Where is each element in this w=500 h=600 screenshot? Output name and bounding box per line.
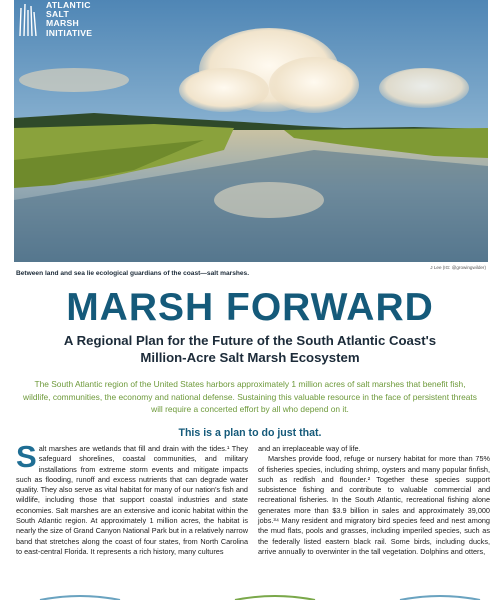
subtitle-line-2: Million-Acre Salt Marsh Ecosystem [140,350,360,365]
plan-statement: This is a plan to do just that. [178,427,322,439]
subtitle-line-1: A Regional Plan for the Future of the South Atlantic Coast's [63,333,437,348]
decorative-bottom-arcs [0,588,500,600]
logo-line-2: SALT [46,9,69,20]
body-right-paragraph-1: and an irreplaceable way of life. [258,444,361,453]
drop-cap: S [16,439,37,474]
salt-marsh-photo [14,0,488,262]
logo-line-3: MARSH [46,18,80,29]
hero-photo [14,0,488,262]
photo-credit: J Lee (IG: @growingwilder) [430,265,486,270]
marsh-grass-icon [18,2,38,36]
logo-text [46,1,92,38]
body-left-text: alt marshes are wetlands that fill and drain with the tides.¹ They safeguard shorelines, coastal communities, and military installations from extreme storm events and mitigate impacts such as flooding, runoff and excess nutrients that can degrade water quality. They also serve as vital habitat for many of our nation's fish and wildlife, including those that support coastal industries and state economies. Salt marshes are an extensive and iconic habitat within the South Atlantic region. At approximately 1 million acres, the habitat is nearly the size of Grand Canyon National Park but in a relatively narrow band that stretches along the coast of four states, from North Carolina to east-central Florida. It represents a rich history, many cultures [16,444,248,556]
intro-paragraph: The South Atlantic region of the United States harbors approximately 1 million acres of salt marshes that benefit fish, wildlife, communities, the economy and national defense. Sustaining this valuable resource in the face of persistent threats will require a concerted effort by all who depend on it. [23,379,477,415]
logo-line-1: ATLANTIC [46,0,91,10]
subtitle [0,332,500,366]
body-column-right [258,444,490,557]
page-title: MARSH FORWARD [66,286,434,329]
body-right-paragraph-2: Marshes provide food, refuge or nursery habitat for more than 75% of fisheries species, including shrimp, oysters and many popular finfish, such as redfish and flounder.² Together these species support subsistence fishing and contribute to valuable commercial and recreational fisheries. In the South Atlantic, recreational fishing alone generates more than $3.9 billion in sales and approximately 39,000 jobs.³⁴ Many resident and migratory bird species feed and nest among the mud flats, pools and grasses, including imperiled species, such as the federally listed eastern black rail. Some birds, including ducks, arrive annually to overwinter in the tall vegetation. Dolphins and otters, [258,454,490,556]
photo-caption: Between land and sea lie ecological guardians of the coast—salt marshes. [16,270,250,277]
logo-line-4: INITIATIVE [46,27,93,38]
atlantic-salt-marsh-initiative-logo [18,0,138,38]
body-column-left [16,439,248,557]
